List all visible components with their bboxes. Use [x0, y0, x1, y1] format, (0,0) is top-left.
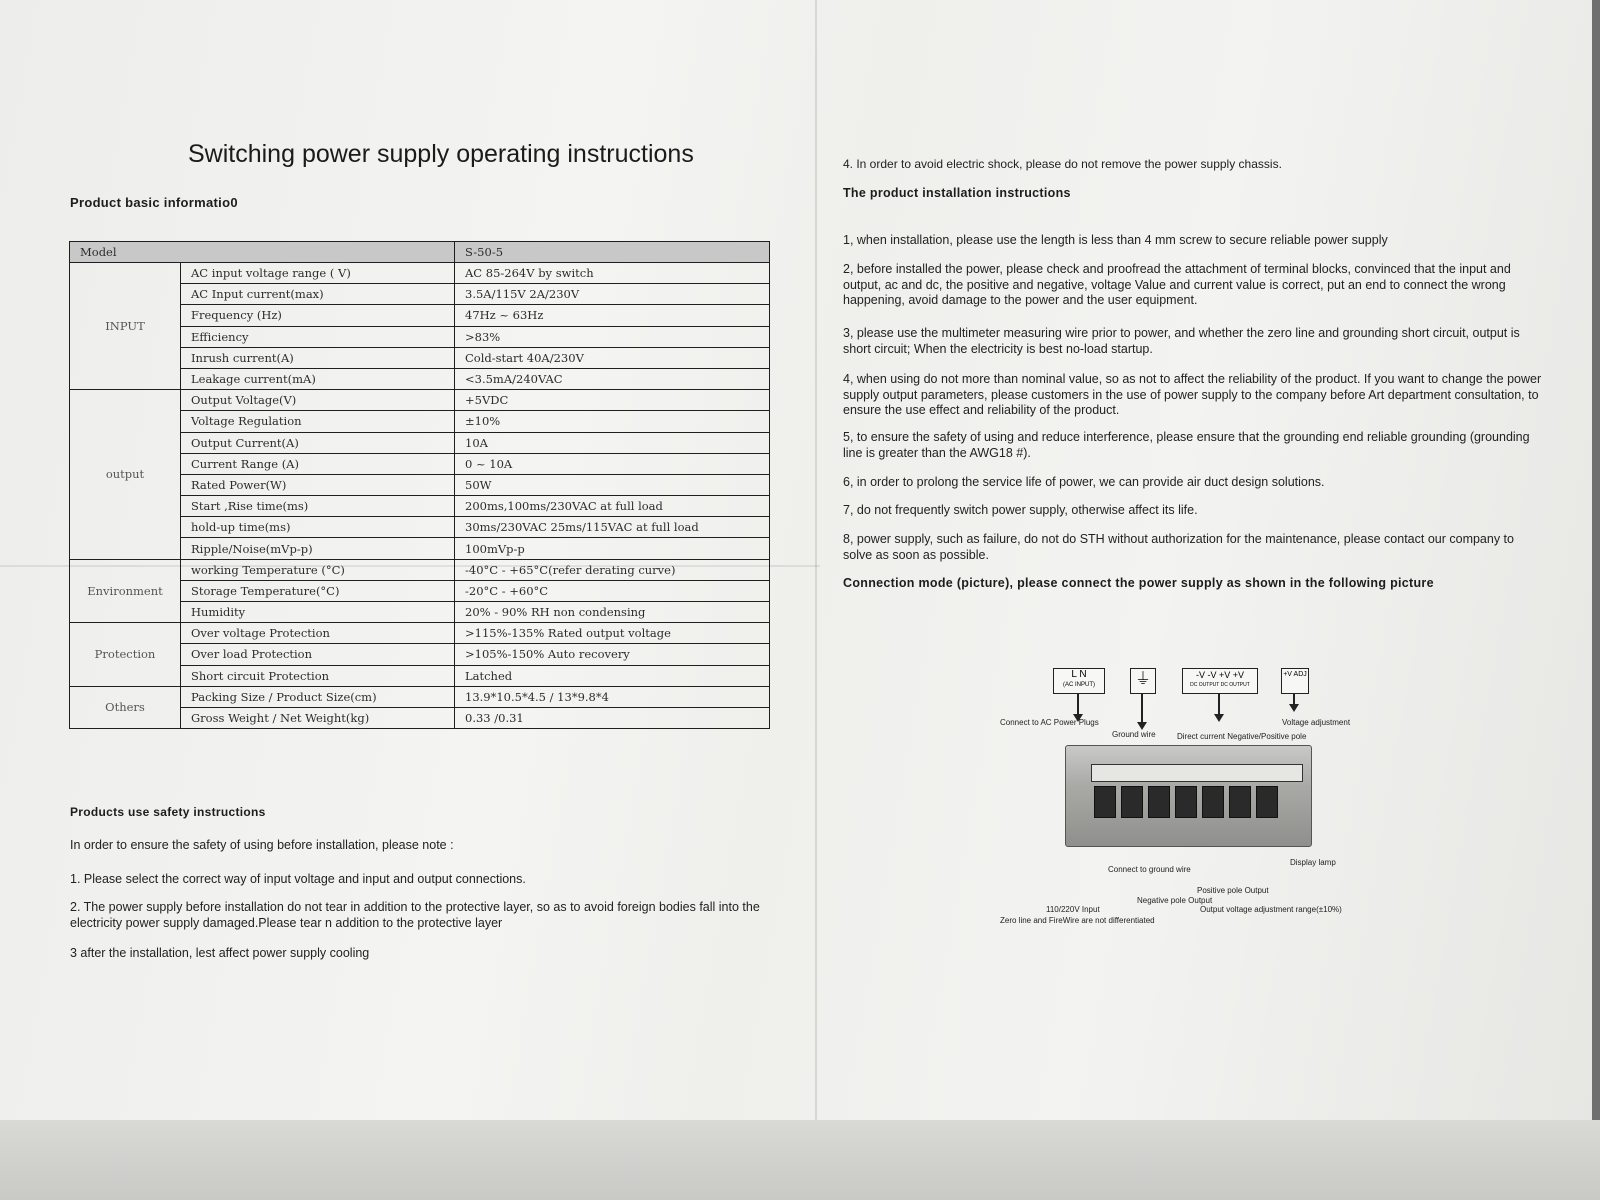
- label-voltage-adjust: Voltage adjustment: [1282, 718, 1351, 727]
- spec-value: 200ms,100ms/230VAC at full load: [455, 496, 770, 517]
- terminal-slot: [1229, 786, 1251, 818]
- spec-row: [70, 623, 770, 644]
- terminal-slot: [1148, 786, 1170, 818]
- label-zero-line: Zero line and FireWire are not differentiated: [1000, 916, 1155, 925]
- spec-value: 13.9*10.5*4.5 / 13*9.8*4: [455, 686, 770, 707]
- spec-table: [69, 241, 770, 729]
- spec-value: >83%: [455, 326, 770, 347]
- spec-parameter: Efficiency: [181, 326, 455, 347]
- spec-row: [70, 559, 770, 580]
- power-supply-image: [1065, 745, 1312, 847]
- label-input-voltage: 110/220V Input: [1046, 905, 1100, 914]
- fold-line-vertical: [815, 0, 817, 1135]
- arrow-ac: [1077, 694, 1079, 716]
- safety-intro: In order to ensure the safety of using before installation, please note :: [70, 838, 454, 852]
- safety-item-1: 1. Please select the correct way of input voltage and input and output connections.: [70, 872, 526, 886]
- spec-parameter: Current Range (A): [181, 453, 455, 474]
- spec-parameter: Packing Size / Product Size(cm): [181, 686, 455, 707]
- spec-header-row: [70, 242, 770, 263]
- spec-value: Latched: [455, 665, 770, 686]
- spec-category: output: [70, 390, 181, 560]
- spec-value: 30ms/230VAC 25ms/115VAC at full load: [455, 517, 770, 538]
- spec-row: [70, 390, 770, 411]
- spec-parameter: Short circuit Protection: [181, 665, 455, 686]
- arrow-ground: [1141, 694, 1143, 724]
- spec-value: 20% - 90% RH non condensing: [455, 602, 770, 623]
- spec-parameter: AC input voltage range ( V): [181, 263, 455, 284]
- install-item-5: 5, to ensure the safety of using and reduce interference, please ensure that the grounding end reliable grounding (grounding line is greater than the AWG18 #).: [843, 430, 1530, 460]
- voltage-adjust-box: +V ADJ: [1281, 668, 1309, 694]
- terminal-slot: [1202, 786, 1224, 818]
- spec-value: -20°C - +60°C: [455, 580, 770, 601]
- spec-value: ±10%: [455, 411, 770, 432]
- ground-icon: ⏚: [1130, 668, 1156, 694]
- model-label: Model: [70, 242, 455, 263]
- spec-parameter: Inrush current(A): [181, 347, 455, 368]
- terminal-slot: [1175, 786, 1197, 818]
- background-surface: [0, 1120, 1600, 1200]
- spec-parameter: Voltage Regulation: [181, 411, 455, 432]
- install-item-8: 8, power supply, such as failure, do not do STH without authorization for the maintenance, please contact our company to solve as soon as possible.: [843, 532, 1514, 562]
- safety-heading: Products use safety instructions: [70, 805, 266, 819]
- spec-row: [70, 263, 770, 284]
- arrowhead-ground: [1137, 722, 1147, 730]
- arrowhead-dc: [1214, 714, 1224, 722]
- terminal-slot: [1121, 786, 1143, 818]
- install-item-4: 4, when using do not more than nominal value, so as not to affect the reliability of the product. If you want to change the power supply output parameters, please customers in the use of power supply to the company before Art department consultation, to ensure the use effect and reliability of the product.: [843, 372, 1542, 417]
- label-ac-plugs: Connect to AC Power Plugs: [1000, 718, 1099, 727]
- install-item-6: 6, in order to prolong the service life of power, we can provide air duct design solutions.: [843, 475, 1325, 489]
- spec-category: Environment: [70, 559, 181, 623]
- spec-parameter: Storage Temperature(°C): [181, 580, 455, 601]
- spec-value: 0.33 /0.31: [455, 707, 770, 728]
- spec-parameter: Output Voltage(V): [181, 390, 455, 411]
- label-negative-output: Negative pole Output: [1137, 896, 1213, 905]
- spec-parameter: Humidity: [181, 602, 455, 623]
- spec-value: 100mVp-p: [455, 538, 770, 559]
- connection-diagram: [1000, 660, 1390, 930]
- spec-parameter: Over load Protection: [181, 644, 455, 665]
- spec-value: >115%-135% Rated output voltage: [455, 623, 770, 644]
- label-output-adjust-range: Output voltage adjustment range(±10%): [1200, 905, 1342, 914]
- install-item-3: 3, please use the multimeter measuring wire prior to power, and whether the zero line and grounding short circuit, output is short circuit; When the electricity is best no-load startup.: [843, 326, 1520, 356]
- spec-value: +5VDC: [455, 390, 770, 411]
- safety-item-3: 3 after the installation, lest affect power supply cooling: [70, 946, 370, 960]
- spec-value: 3.5A/115V 2A/230V: [455, 284, 770, 305]
- install-item-2: 2, before installed the power, please check and proofread the attachment of terminal blocks, convinced that the input and output, ac and dc, the positive and negative, voltage Value and current value is correct, put an end to connect the wrong happening, avoid damage to the power and the user equipment.: [843, 262, 1511, 307]
- arrowhead-adj: [1289, 704, 1299, 712]
- dc-output-terminal-box: -V -V +V +V DC OUTPUT DC OUTPUT: [1182, 668, 1258, 694]
- spec-value: >105%-150% Auto recovery: [455, 644, 770, 665]
- item-4: 4. In order to avoid electric shock, please do not remove the power supply chassis.: [843, 157, 1282, 171]
- connection-heading: Connection mode (picture), please connect the power supply as shown in the following picture: [843, 576, 1434, 590]
- spec-category: Others: [70, 686, 181, 728]
- spec-category: INPUT: [70, 263, 181, 390]
- spec-parameter: Rated Power(W): [181, 474, 455, 495]
- spec-value: 47Hz ~ 63Hz: [455, 305, 770, 326]
- spec-parameter: Output Current(A): [181, 432, 455, 453]
- label-display-lamp: Display lamp: [1290, 858, 1336, 867]
- spec-value: 0 ~ 10A: [455, 453, 770, 474]
- spec-parameter: hold-up time(ms): [181, 517, 455, 538]
- spec-parameter: AC Input current(max): [181, 284, 455, 305]
- install-heading: The product installation instructions: [843, 186, 1071, 200]
- label-dc-pole: Direct current Negative/Positive pole: [1177, 732, 1307, 741]
- document-title: Switching power supply operating instructions: [188, 140, 694, 168]
- spec-parameter: Ripple/Noise(mVp-p): [181, 538, 455, 559]
- spec-value: -40°C - +65°C(refer derating curve): [455, 559, 770, 580]
- terminal-slot: [1256, 786, 1278, 818]
- terminal-slot: [1094, 786, 1116, 818]
- spec-category: Protection: [70, 623, 181, 687]
- install-item-1: 1, when installation, please use the length is less than 4 mm screw to secure reliable power supply: [843, 233, 1388, 247]
- spec-parameter: working Temperature (°C): [181, 559, 455, 580]
- basic-info-heading: Product basic informatio0: [70, 195, 238, 210]
- ac-input-terminal-box: L N (AC INPUT): [1053, 668, 1105, 694]
- spec-value: 50W: [455, 474, 770, 495]
- spec-value: 10A: [455, 432, 770, 453]
- spec-parameter: Frequency (Hz): [181, 305, 455, 326]
- spec-value: AC 85-264V by switch: [455, 263, 770, 284]
- spec-parameter: Start ,Rise time(ms): [181, 496, 455, 517]
- label-positive-output: Positive pole Output: [1197, 886, 1269, 895]
- arrow-dc: [1218, 694, 1220, 716]
- install-item-7: 7, do not frequently switch power supply, otherwise affect its life.: [843, 503, 1198, 517]
- safety-item-2: 2. The power supply before installation do not tear in addition to the protective layer, so as to avoid foreign bodies fall into the electricity power supply damaged.Please tear n addition to the protective layer: [70, 900, 760, 930]
- spec-parameter: Over voltage Protection: [181, 623, 455, 644]
- spec-parameter: Leakage current(mA): [181, 368, 455, 389]
- spec-parameter: Gross Weight / Net Weight(kg): [181, 707, 455, 728]
- label-ground-wire: Ground wire: [1112, 730, 1156, 739]
- model-value: S-50-5: [455, 242, 770, 263]
- label-connect-ground: Connect to ground wire: [1108, 865, 1191, 874]
- spec-value: <3.5mA/240VAC: [455, 368, 770, 389]
- terminal-strip: [1091, 764, 1303, 782]
- spec-row: [70, 686, 770, 707]
- spec-value: Cold-start 40A/230V: [455, 347, 770, 368]
